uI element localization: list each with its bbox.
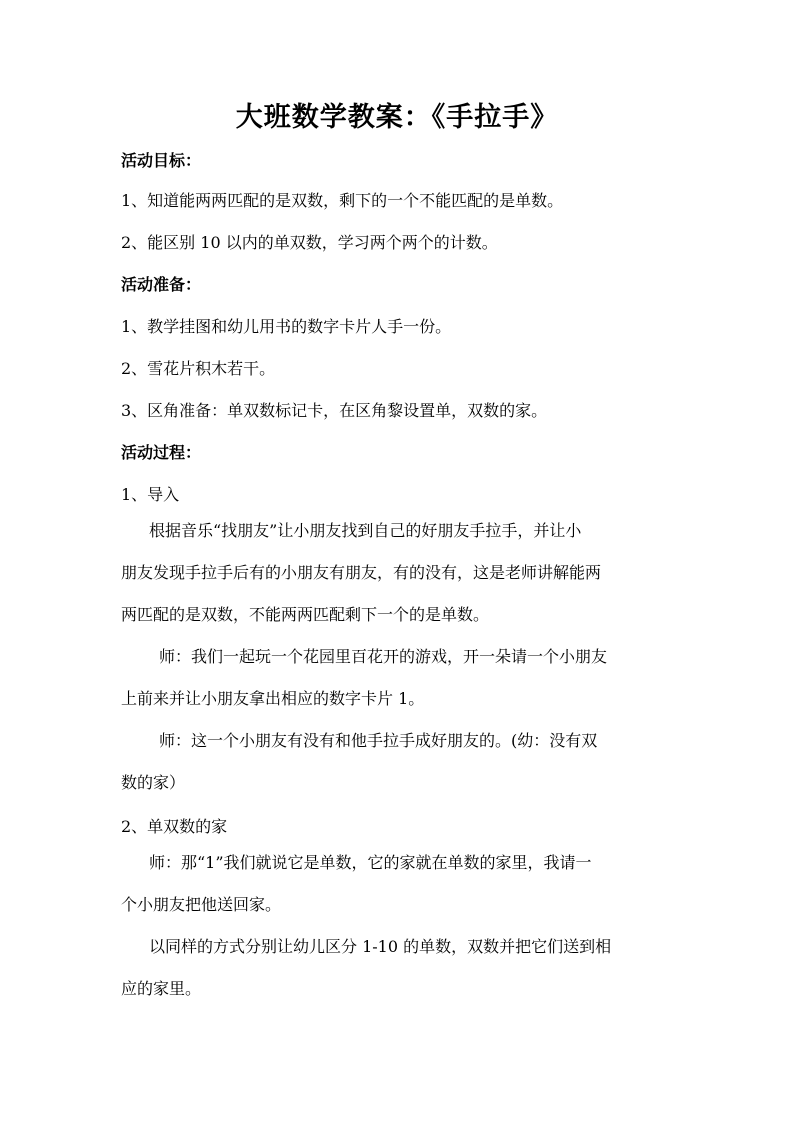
paragraph-line: 两匹配的是双数，不能两两匹配剩下一个的是单数。 — [121, 605, 490, 624]
paragraph-teacher-1 — [121, 636, 681, 720]
prep-item-2: 2、雪花片积木若干。 — [121, 359, 276, 378]
paragraph-line: 根据音乐“找朋友”让小朋友找到自己的好朋友手拉手，并让小 — [149, 521, 582, 540]
goal-item-1: 1、知道能两两匹配的是双数，剩下的一个不能匹配的是单数。 — [121, 191, 564, 210]
paragraph-teacher-3 — [121, 842, 681, 926]
goal-item-2: 2、能区别 10 以内的单双数，学习两个两个的计数。 — [121, 233, 498, 252]
step-1-title: 1、导入 — [121, 485, 180, 504]
paragraph-line: 数的家） — [121, 773, 186, 792]
prep-item-3: 3、区角准备：单双数标记卡，在区角黎设置单，双数的家。 — [121, 401, 548, 420]
page-title: 大班数学教案：《手拉手》 — [235, 102, 559, 133]
paragraph-line: 师：那“1”我们就说它是单数，它的家就在单数的家里，我请一 — [149, 853, 592, 872]
prep-heading: 活动准备： — [121, 275, 202, 294]
paragraph-line: 师：这一个小朋友有没有和他手拉手成好朋友的。(幼：没有双 — [159, 731, 598, 750]
goal-heading: 活动目标： — [121, 151, 202, 170]
process-heading: 活动过程： — [121, 443, 202, 462]
paragraph-line: 上前来并让小朋友拿出相应的数字卡片 1。 — [121, 689, 425, 708]
step-2-title: 2、单双数的家 — [121, 817, 228, 836]
paragraph-practice — [121, 926, 681, 1010]
paragraph-line: 个小朋友把他送回家。 — [121, 895, 282, 914]
paragraph-teacher-2 — [121, 720, 681, 804]
prep-item-1: 1、教学挂图和幼儿用书的数字卡片人手一份。 — [121, 317, 452, 336]
paragraph-line: 师：我们一起玩一个花园里百花开的游戏，开一朵请一个小朋友 — [159, 647, 608, 666]
paragraph-intro — [121, 510, 681, 636]
paragraph-line: 以同样的方式分别让幼儿区分 1-10 的单数，双数并把它们送到相 — [149, 937, 612, 956]
paragraph-line: 朋友发现手拉手后有的小朋友有朋友，有的没有，这是老师讲解能两 — [121, 563, 602, 582]
paragraph-line: 应的家里。 — [121, 979, 202, 998]
